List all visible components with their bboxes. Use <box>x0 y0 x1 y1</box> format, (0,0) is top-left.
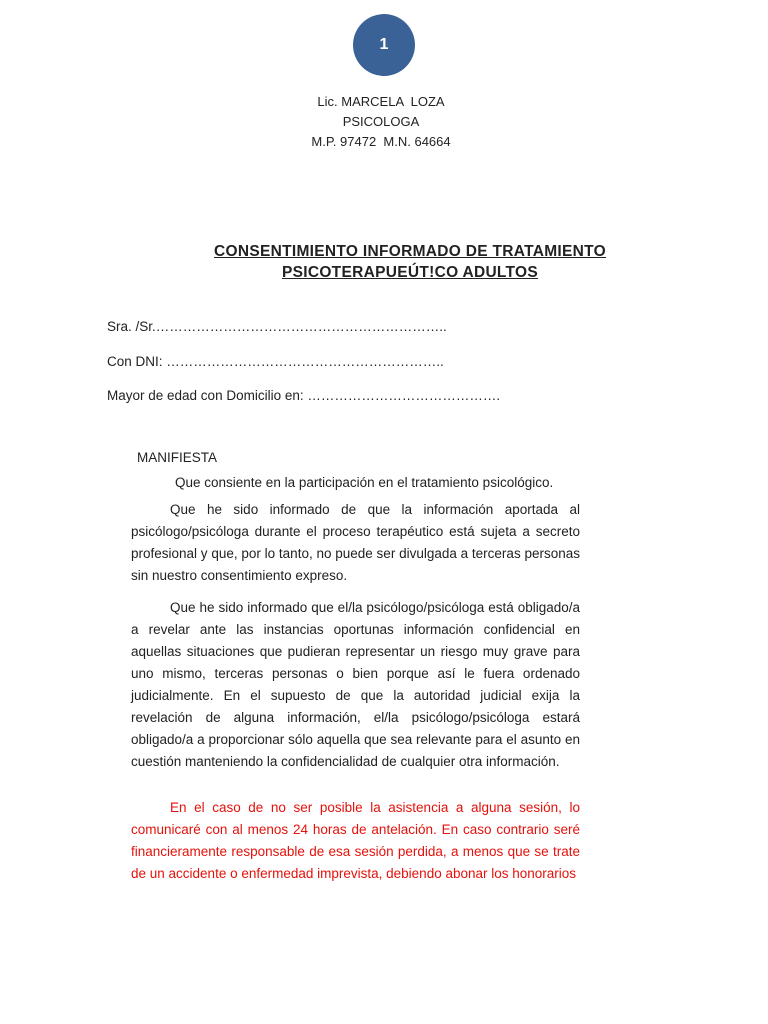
header-profession: PSICOLOGA <box>342 114 420 129</box>
cancellation-paragraph: En el caso de no ser posible la asistencia a alguna sesión, lo comunicaré con al menos 24 horas de antelación. En caso contrario seré financieramente responsable de esa sesión perdida, a menos que se trate de un accidente o enfermedad imprevista, debiendo abonar los honorarios <box>131 800 580 881</box>
page-number-badge: 1 <box>353 14 415 76</box>
name-field-line: Sra. /Sr.……………………………………………………….. <box>107 319 447 334</box>
header-name: Lic. MARCELA LOZA <box>317 94 445 109</box>
header-license: M.P. 97472 M.N. 64664 <box>311 134 451 149</box>
title-line-1: CONSENTIMIENTO INFORMADO DE TRATAMIENTO <box>213 243 607 260</box>
manifiesta-heading: MANIFIESTA <box>137 450 218 465</box>
consent-statement: Que consiente en la participación en el tratamiento psicológico. <box>175 475 554 490</box>
document-title <box>140 241 680 283</box>
dni-field-line: Con DNI: …………………………………………………….. <box>107 354 444 369</box>
disclosure-paragraph: Que he sido informado que el/la psicólogo/psicóloga está obligado/a a revelar ante las instancias oportunas información confidencial en aquellas situaciones que pudieran representar un riesgo muy grave para uno mismo, terceras personas o bien porque así le fuera ordenado judicialmente. En el supuesto de que la autoridad judicial exija la revelación de alguna información, el/la psicólogo/psicóloga estará obligado/a a proporcionar sólo aquella que sea relevante para el asunto en cuestión manteniendo la confidencialidad de cualquier otra información. <box>131 600 580 769</box>
confidentiality-paragraph: Que he sido informado de que la información aportada al psicólogo/psicóloga durante el proceso terapéutico está sujeta a secreto profesional y que, por lo tanto, no puede ser divulgada a terceras personas sin nuestro consentimiento expreso. <box>131 502 580 583</box>
address-field-line: Mayor de edad con Domicilio en: ……………………………………. <box>107 388 501 403</box>
title-line-2: PSICOTERAPUEÚT!CO ADULTOS <box>281 264 539 281</box>
